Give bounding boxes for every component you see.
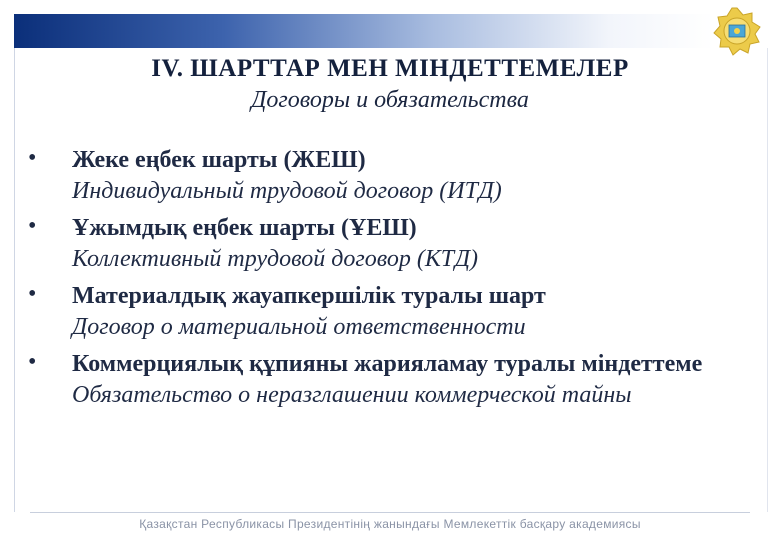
page-title: IV. ШАРТТАР МЕН МІНДЕТТЕМЕЛЕР [151, 55, 629, 82]
bullet-marker: • [28, 213, 37, 239]
list-item [28, 281, 758, 343]
footer-divider [30, 512, 750, 513]
item-russian-text: Коллективный трудовой договор (КТД) [72, 246, 479, 272]
page-subtitle: Договоры и обязательства [251, 87, 529, 113]
item-kazakh-text: Коммерциялық құпияны жарияламау туралы міндеттеме [72, 351, 703, 377]
item-kazakh-text: Материалдық жауапкершілік туралы шарт [72, 283, 546, 309]
item-russian-text: Индивидуальный трудовой договор (ИТД) [72, 178, 502, 204]
item-kazakh-text: Ұжымдық еңбек шарты (ҰЕШ) [72, 215, 417, 241]
bullet-list [28, 145, 758, 417]
bullet-marker: • [28, 349, 37, 375]
list-item [28, 349, 758, 411]
header-gradient-bar [14, 14, 714, 48]
list-item [28, 145, 758, 207]
item-kazakh-text: Жеке еңбек шарты (ЖЕШ) [72, 147, 366, 173]
bullet-marker: • [28, 281, 37, 307]
item-russian-text: Договор о материальной ответственности [72, 314, 526, 340]
list-item [28, 213, 758, 275]
item-russian-text: Обязательство о неразглашении коммерческой тайны [72, 382, 632, 408]
bullet-marker: • [28, 145, 37, 171]
footer-text: Қазақстан Республикасы Президентінің жанындағы Мемлекеттік басқару академиясы [139, 517, 641, 531]
